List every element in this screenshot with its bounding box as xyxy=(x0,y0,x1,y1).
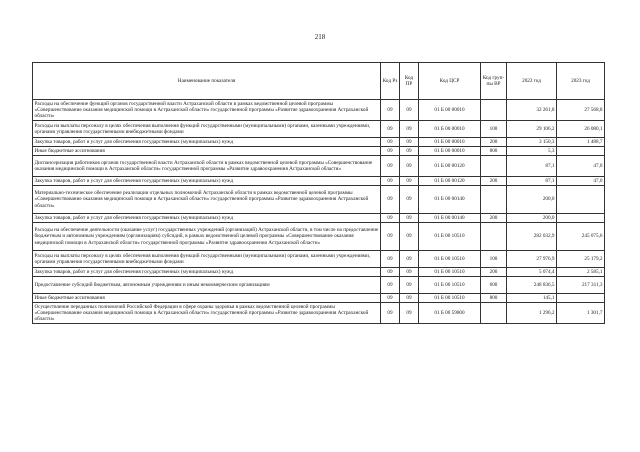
cell-name: Расходы на обеспечение деятельности (оказание услуг) государственных учреждений (организаций) Астраханской области, в том числе на предоставление бюджетным и автономным учреждениям (организациям) субсидий, в рамках ведомственной целевой программы «Совершенствование оказания медицинской помощи в Астраханской области» государственной программы «Развитие здравоохранения Астраханской области» xyxy=(33,223,381,251)
cell-name: Закупка товаров, работ и услуг для обеспечения государственных (муниципальных) нужд xyxy=(33,268,381,277)
header-vr: Код груп-пы ВР xyxy=(481,63,507,100)
cell-vr: 100 xyxy=(481,251,507,268)
cell-rz: 09 xyxy=(381,138,400,147)
cell-pr: 09 xyxy=(400,303,419,324)
cell-pr: 09 xyxy=(400,138,419,147)
cell-name: Расходы на выплаты персоналу в целях обеспечения выполнения функций государственными (муниципальными) органами, казенными учреждениями, органами управления государственными внебюджетными фондами xyxy=(33,121,381,138)
cell-2022: 248 836,5 xyxy=(507,277,557,294)
cell-pr: 09 xyxy=(400,214,419,223)
cell-2022: 200,0 xyxy=(507,214,557,223)
cell-2022: 282 032,9 xyxy=(507,223,557,251)
cell-pr: 09 xyxy=(400,186,419,214)
cell-rz: 09 xyxy=(381,277,400,294)
cell-pr: 09 xyxy=(400,223,419,251)
header-pr: Код ПР xyxy=(400,63,419,100)
table-row xyxy=(33,303,605,324)
cell-2022: 5 074,4 xyxy=(507,268,557,277)
cell-rz: 09 xyxy=(381,268,400,277)
cell-rz: 09 xyxy=(381,294,400,303)
table-row xyxy=(33,223,605,251)
table-row xyxy=(33,177,605,186)
cell-rz: 09 xyxy=(381,100,400,121)
cell-vr: 800 xyxy=(481,147,507,156)
cell-name: Материально-техническое обеспечение реализации отдельных полномочий Астраханской области в рамках ведомственной целевой программы «Совершенствование оказания медицинской помощи в Астраханской области» государственной программы «Развитие здравоохранения Астраханской области» xyxy=(33,186,381,214)
cell-rz: 09 xyxy=(381,147,400,156)
cell-vr: 600 xyxy=(481,277,507,294)
cell-pr: 09 xyxy=(400,177,419,186)
cell-2023: 47,0 xyxy=(557,156,605,177)
cell-rz: 09 xyxy=(381,121,400,138)
cell-2023: 1 301,7 xyxy=(557,303,605,324)
cell-csr: 01 Б 00 00140 xyxy=(419,214,481,223)
cell-2023 xyxy=(557,147,605,156)
cell-2023: 245 075,6 xyxy=(557,223,605,251)
page-number: 218 xyxy=(314,33,326,41)
cell-2022: 87,1 xyxy=(507,177,557,186)
cell-name: Диспансеризация работников органов государственной власти Астраханской области в рамках ведомственной целевой программы «Совершенствование оказания медицинской помощи в Астраханской области» государственной программы «Развитие здравоохранения Астраханской области» xyxy=(33,156,381,177)
cell-vr xyxy=(481,156,507,177)
cell-2022: 3 150,3 xyxy=(507,138,557,147)
cell-rz: 09 xyxy=(381,223,400,251)
table-row xyxy=(33,268,605,277)
cell-2023: 26 080,1 xyxy=(557,121,605,138)
header-name: Наименование показателя xyxy=(33,63,381,100)
cell-2023 xyxy=(557,214,605,223)
cell-2022: 29 106,2 xyxy=(507,121,557,138)
cell-vr xyxy=(481,100,507,121)
table-row xyxy=(33,277,605,294)
cell-csr: 01 Б 00 00120 xyxy=(419,156,481,177)
table-row xyxy=(33,214,605,223)
cell-2022: 1 296,2 xyxy=(507,303,557,324)
cell-2023: 27 568,8 xyxy=(557,100,605,121)
table-row xyxy=(33,100,605,121)
cell-2023: 47,0 xyxy=(557,177,605,186)
budget-table xyxy=(32,62,605,324)
cell-2023 xyxy=(557,186,605,214)
cell-2022: 145,1 xyxy=(507,294,557,303)
cell-rz: 09 xyxy=(381,177,400,186)
cell-vr xyxy=(481,303,507,324)
cell-vr: 200 xyxy=(481,268,507,277)
cell-name: Иные бюджетные ассигнования xyxy=(33,147,381,156)
table-row xyxy=(33,294,605,303)
cell-csr: 01 Б 00 10510 xyxy=(419,268,481,277)
cell-rz: 09 xyxy=(381,186,400,214)
cell-pr: 09 xyxy=(400,251,419,268)
cell-rz: 09 xyxy=(381,214,400,223)
cell-2023: 1 488,7 xyxy=(557,138,605,147)
cell-pr: 09 xyxy=(400,156,419,177)
table-row xyxy=(33,186,605,214)
header-2022: 2022 год xyxy=(507,63,557,100)
cell-vr xyxy=(481,223,507,251)
cell-csr: 01 Б 00 00010 xyxy=(419,121,481,138)
cell-csr: 01 Б 00 00010 xyxy=(419,138,481,147)
cell-name: Расходы на обеспечение функций органов государственной власти Астраханской области в рамках ведомственной целевой программы «Совершенствование оказания медицинской помощи в Астраханской области» государственной программы «Развитие здравоохранения Астраханской области» xyxy=(33,100,381,121)
cell-csr: 01 Б 00 00140 xyxy=(419,186,481,214)
table-row xyxy=(33,121,605,138)
cell-pr: 09 xyxy=(400,277,419,294)
cell-vr: 200 xyxy=(481,138,507,147)
cell-pr: 09 xyxy=(400,100,419,121)
table-header-row xyxy=(33,63,605,100)
cell-csr: 01 Б 00 00120 xyxy=(419,177,481,186)
cell-pr: 09 xyxy=(400,294,419,303)
table-row xyxy=(33,138,605,147)
cell-vr: 100 xyxy=(481,121,507,138)
table-row xyxy=(33,251,605,268)
table-row xyxy=(33,147,605,156)
cell-2022: 5,3 xyxy=(507,147,557,156)
cell-2023 xyxy=(557,294,605,303)
cell-pr: 09 xyxy=(400,121,419,138)
cell-rz: 09 xyxy=(381,303,400,324)
cell-name: Закупка товаров, работ и услуг для обеспечения государственных (муниципальных) нужд xyxy=(33,214,381,223)
cell-vr: 200 xyxy=(481,214,507,223)
header-csr: Код ЦСР xyxy=(419,63,481,100)
cell-2022: 200,0 xyxy=(507,186,557,214)
cell-2022: 87,1 xyxy=(507,156,557,177)
cell-pr: 09 xyxy=(400,147,419,156)
cell-csr: 01 Б 00 10510 xyxy=(419,223,481,251)
header-2023: 2023 год xyxy=(557,63,605,100)
cell-2022: 32 261,8 xyxy=(507,100,557,121)
cell-csr: 01 Б 00 00010 xyxy=(419,147,481,156)
cell-rz: 09 xyxy=(381,156,400,177)
cell-name: Предоставление субсидий бюджетным, автономным учреждениям и иным некоммерческим организациям xyxy=(33,277,381,294)
cell-name: Закупка товаров, работ и услуг для обеспечения государственных (муниципальных) нужд xyxy=(33,138,381,147)
cell-csr: 01 Б 00 00010 xyxy=(419,100,481,121)
cell-2022: 27 976,9 xyxy=(507,251,557,268)
cell-csr: 01 Б 00 10510 xyxy=(419,277,481,294)
cell-2023: 2 585,1 xyxy=(557,268,605,277)
cell-pr: 09 xyxy=(400,268,419,277)
cell-csr: 01 Б 00 59800 xyxy=(419,303,481,324)
cell-name: Закупка товаров, работ и услуг для обеспечения государственных (муниципальных) нужд xyxy=(33,177,381,186)
cell-vr: 800 xyxy=(481,294,507,303)
cell-2023: 217 311,3 xyxy=(557,277,605,294)
cell-name: Расходы на выплаты персоналу в целях обеспечения выполнения функций государственными (муниципальными) органами, казенными учреждениями, органами управления государственными внебюджетными фондами xyxy=(33,251,381,268)
table-row xyxy=(33,156,605,177)
cell-name: Осуществление переданных полномочий Российской Федерации в сфере охраны здоровья в рамках ведомственной целевой программы «Совершенствование оказания медицинской помощи в Астраханской области» государственной программы «Развитие здравоохранения Астраханской области» xyxy=(33,303,381,324)
cell-rz: 09 xyxy=(381,251,400,268)
header-rz: Код Рз xyxy=(381,63,400,100)
cell-name: Иные бюджетные ассигнования xyxy=(33,294,381,303)
cell-2023: 25 179,2 xyxy=(557,251,605,268)
cell-vr xyxy=(481,186,507,214)
cell-csr: 01 Б 00 10510 xyxy=(419,251,481,268)
cell-vr: 200 xyxy=(481,177,507,186)
cell-csr: 01 Б 00 10510 xyxy=(419,294,481,303)
table-body xyxy=(33,100,605,324)
